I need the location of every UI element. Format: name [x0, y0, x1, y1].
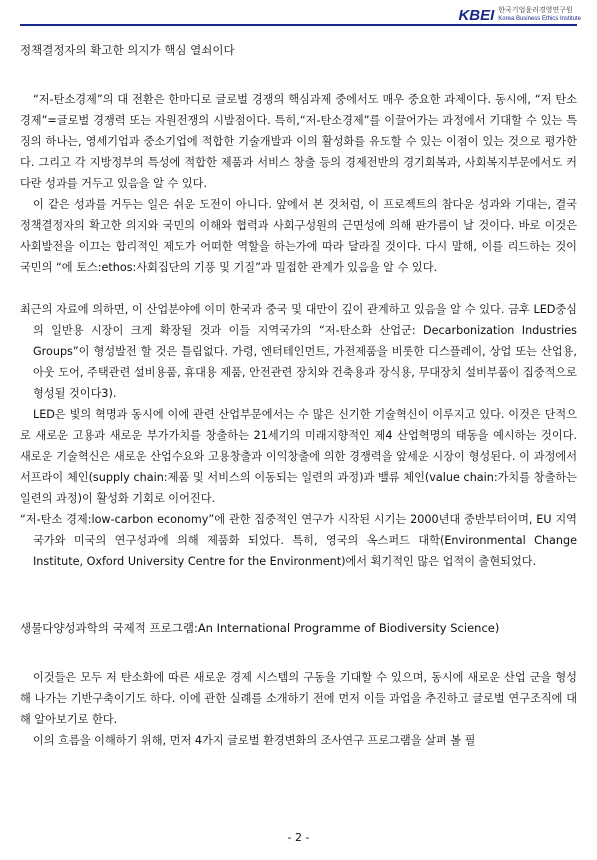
document-body — [20, 40, 577, 751]
paragraph: 최근의 자료에 의하면, 이 산업분야에 이미 한국과 중국 및 대만이 깊이 관계하고 있음을 알 수 있다. 금후 LED중심의 일반용 시장이 크게 확장될 것과 이들 지역국가의 “저-탄소화 산업군: Decarbonization Industries Groups”이 형성발전 할 것은 틀림없다. 가령, 엔터테인먼트, 가전제품을 비롯한 디스플레이, 상업 또는 산업용, 아웃 도어, 주택관련 설비용품, 휴대용 제품, 안전관련 장치와 건축용과 장식용, 무대장치 설비부품이 집중적으로 형성될 것이다3). — [20, 303, 577, 400]
spacer — [20, 639, 577, 667]
section-heading-policy-will: 정책결정자의 확고한 의지가 핵심 열쇠이다 — [20, 43, 235, 57]
spacer — [20, 572, 577, 618]
spacer — [20, 278, 577, 299]
paragraph: 이의 흐름을 이해하기 위해, 먼저 4가지 글로벌 환경변화의 조사연구 프로그램을 살펴 볼 필 — [33, 734, 476, 747]
logo-text — [498, 6, 581, 24]
paragraph: 이것들은 모두 저 탄소화에 따른 새로운 경제 시스템의 구동을 기대할 수 있으며, 동시에 새로운 산업 군을 형성해 나가는 기반구축이기도 하다. 이에 관한 실례를 소개하기 전에 먼저 이들 과업을 추진하고 글로벌 연구조직에 대해 알아보기로 한다. — [20, 671, 577, 726]
header-rule — [20, 24, 577, 26]
paragraph: 이 같은 성과를 거두는 일은 쉬운 도전이 아니다. 앞에서 본 것처럼, 이 프로젝트의 참다운 성과와 기대는, 결국 정책결정자의 확고한 의지와 국민의 이해와 협력과 사회구성원의 근면성에 의해 판가름이 날 것이다. 바로 이것은 사회발전을 이끄는 합리적인 제도가 어떠한 역할을 하는가에 따라 달라질 것이다. 다시 말해, 이를 리드하는 것이 국민의 “에 토스:ethos:사회집단의 기풍 및 기질”과 밀접한 관계가 있음을 알 수 있다. — [20, 198, 577, 274]
logo-english-name: Korea Business Ethics Institute — [498, 16, 581, 22]
logo-korean-name: 한국기업윤리경영연구원 — [498, 6, 573, 14]
paragraph: “저-탄소경제”의 대 전환은 한마디로 글로벌 경쟁의 핵심과제 중에서도 매우 중요한 과제이다. 동시에, “저 탄소경제”=글로벌 경쟁력 또는 자원전쟁의 시발점이다. 특히,“저-탄소경제”를 이끌어가는 과정에서 기대할 수 있는 특징의 하나는, 영세기업과 중소기업에 적합한 기술개발과 이의 활성화를 유도할 수 있는 이점이 있는 것으로 평가한다. 그리고 각 지방정부의 특성에 적합한 제품과 서비스 창출 등의 경제전반의 경기회복과, 사회복지부문에서도 커다란 성과를 거두고 있음을 알 수 있다. — [20, 93, 577, 190]
paragraph: LED은 빛의 혁명과 동시에 이에 관련 산업부문에서는 수 많은 신기한 기술혁신이 이루지고 있다. 이것은 단적으로 새로운 고용과 새로운 부가가치를 창출하는 21세기의 미래지향적인 제4 산업혁명의 태동을 예시하는 것이다. 새로운 기술혁신은 새로운 산업수요와 고용창출과 이익창출에 의한 경쟁력을 앞세운 시장이 형성된다. 이 과정에서 서프라이 체인(supply chain:제품 및 서비스의 이동되는 일련의 과정)과 밸류 체인(value chain:가치를 창출하는 일련의 과정)이 활성화 기회로 이어진다. — [20, 408, 577, 505]
logo-mark: KBEI — [458, 6, 495, 24]
page-number: - 2 - — [287, 831, 310, 844]
section-heading-biodiversity: 생물다양성과학의 국제적 프로그램:An International Programme of Biodiversity Science) — [20, 621, 500, 635]
paragraph: “저-탄소 경제:low-carbon economy”에 관한 집중적인 연구가 시작된 시기는 2000년대 중반부터이며, EU 지역국가와 미국의 연구성과에 의해 제품화 되었다. 특히, 영국의 옥스퍼드 대학(Environmental Change Institute, Oxford University Centre for the Environment)에서 획기적인 많은 업적이 출현되었다. — [20, 513, 577, 568]
institute-logo — [458, 6, 581, 24]
spacer — [20, 61, 577, 89]
